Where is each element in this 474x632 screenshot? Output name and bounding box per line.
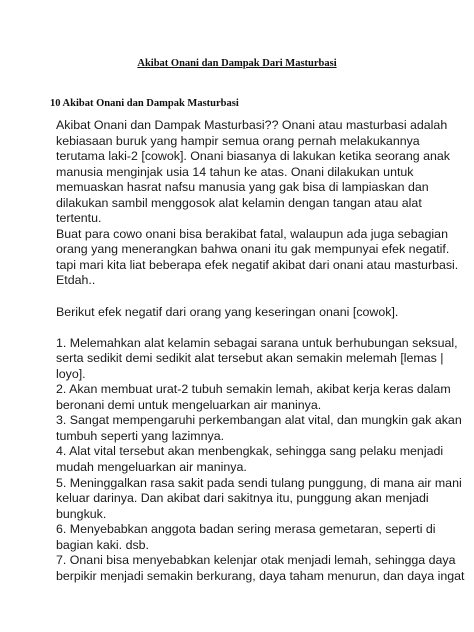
list-line: 2. Akan membuat urat-2 tubuh semakin lemah, akibat kerja keras dalam: [56, 382, 451, 397]
list-line: bungkuk.: [56, 506, 107, 521]
list-line: 4. Alat vital tersebut akan menbengkak, sehingga sang pelaku menjadi: [56, 444, 444, 459]
list-line: tumbuh seperti yang lazimnya.: [56, 428, 225, 443]
list-line: 7. Onani bisa menyebabkan kelenjar otak menjadi lemah, sehingga daya: [56, 553, 456, 568]
document-title: Akibat Onani dan Dampak Dari Masturbasi: [137, 58, 337, 69]
intro-paragraph: [56, 118, 459, 289]
paragraph-gap: [56, 320, 428, 336]
document-body: [56, 118, 465, 584]
list-line: 6. Menyebabkan anggota badan sering merasa gemetaran, seperti di: [56, 522, 436, 537]
text-line: tapi mari kita liat beberapa efek negatif akibat dari onani atau masturbasi.: [56, 257, 459, 272]
list-line: beronani demi untuk mengeluarkan air maninya.: [56, 397, 322, 412]
text-line: Etdah..: [56, 273, 96, 288]
list-line: 5. Meninggalkan rasa sakit pada sendi tulang punggung, di mana air mani: [56, 475, 462, 490]
list-line: bagian kaki. dsb.: [56, 537, 149, 552]
text-line: terutama laki-2 [cowok]. Onani biasanya di lakukan ketika seorang anak: [56, 149, 450, 164]
list-line: serta sedikit demi sedikit alat tersebut akan semakin melemah [lemas |: [56, 351, 444, 366]
lead-line: Berikut efek negatif dari orang yang keseringan onani [cowok].: [56, 304, 399, 319]
list-line: mudah mengeluarkan air maninya.: [56, 460, 247, 475]
list-line: keluar darinya. Dan akibat dari sakitnya itu, punggung akan menjadi: [56, 491, 429, 506]
text-line: tertentu.: [56, 211, 102, 226]
paragraph-gap: [56, 289, 428, 305]
text-line: orang yang menerangkan bahwa onani itu gak mempunyai efek negatif.: [56, 242, 450, 257]
document-subtitle: 10 Akibat Onani dan Dampak Masturbasi: [50, 98, 239, 109]
list-line: berpikir menjadi semakin berkurang, daya taham menurun, dan daya ingat: [56, 568, 465, 583]
text-line: Akibat Onani dan Dampak Masturbasi?? Onani atau masturbasi adalah: [56, 118, 448, 132]
list-line: 1. Melemahkan alat kelamin sebagai sarana untuk berhubungan seksual,: [56, 335, 458, 350]
effects-list: [56, 335, 465, 585]
list-line: loyo].: [56, 366, 86, 381]
text-line: memuaskan hasrat nafsu manusia yang gak bisa di lampiaskan dan: [56, 180, 429, 195]
list-line: 3. Sangat mempengaruhi perkembangan alat vital, dan mungkin gak akan: [56, 413, 462, 428]
text-line: kebiasaan buruk yang hampir semua orang pernah melakukannya: [56, 133, 420, 148]
text-line: manusia menginjak usia 14 tahun ke atas. Onani dilakukan untuk: [56, 164, 414, 179]
text-line: dilakukan sambil menggosok alat kelamin dengan tangan atau alat: [56, 195, 422, 210]
text-line: Buat para cowo onani bisa berakibat fatal, walaupun ada juga sebagian: [56, 226, 448, 241]
